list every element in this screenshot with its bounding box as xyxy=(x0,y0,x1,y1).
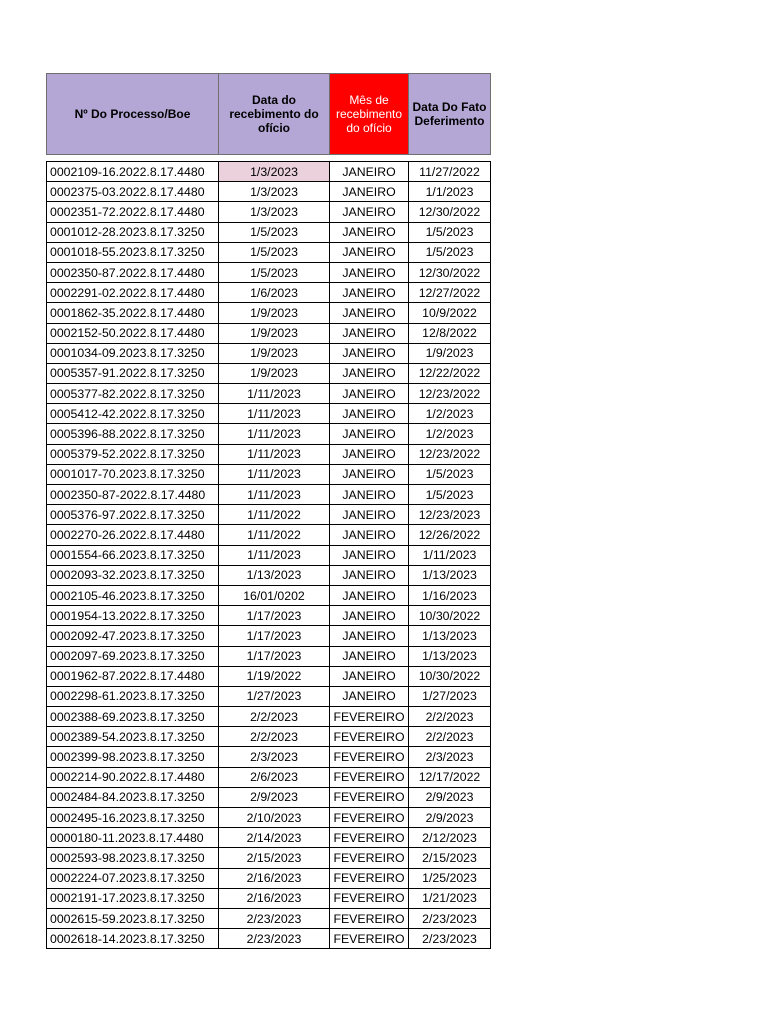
cell-data-recebimento[interactable]: 2/10/2023 xyxy=(219,808,330,828)
table-row xyxy=(47,908,491,928)
table-row xyxy=(47,787,491,807)
cell-processo[interactable]: 0001954-13.2022.8.17.3250 xyxy=(47,606,219,626)
table-row xyxy=(47,727,491,747)
cell-data-recebimento[interactable]: 2/23/2023 xyxy=(219,929,330,949)
processos-table xyxy=(46,73,491,949)
cell-processo[interactable]: 0002191-17.2023.8.17.3250 xyxy=(47,888,219,908)
cell-mes[interactable]: JANEIRO xyxy=(330,464,409,484)
cell-data-fato[interactable]: 1/5/2023 xyxy=(409,464,491,484)
table-row xyxy=(47,868,491,888)
spacer-row xyxy=(47,155,491,162)
table-row xyxy=(47,606,491,626)
cell-data-fato[interactable]: 2/12/2023 xyxy=(409,828,491,848)
table-row xyxy=(47,343,491,363)
cell-mes[interactable]: JANEIRO xyxy=(330,363,409,383)
table-row xyxy=(47,686,491,706)
cell-data-recebimento[interactable]: 1/17/2023 xyxy=(219,606,330,626)
cell-processo[interactable]: 0001018-55.2023.8.17.3250 xyxy=(47,242,219,262)
cell-data-fato[interactable]: 1/5/2023 xyxy=(409,222,491,242)
cell-mes[interactable]: FEVEREIRO xyxy=(330,727,409,747)
cell-processo[interactable]: 0002270-26.2022.8.17.4480 xyxy=(47,525,219,545)
cell-data-fato[interactable]: 2/9/2023 xyxy=(409,808,491,828)
cell-data-recebimento[interactable]: 1/11/2023 xyxy=(219,404,330,424)
cell-data-fato[interactable]: 1/1/2023 xyxy=(409,182,491,202)
cell-processo[interactable]: 0002351-72.2022.8.17.4480 xyxy=(47,202,219,222)
table-row xyxy=(47,929,491,949)
cell-data-recebimento[interactable]: 2/9/2023 xyxy=(219,787,330,807)
cell-processo[interactable]: 0001012-28.2023.8.17.3250 xyxy=(47,222,219,242)
cell-data-recebimento[interactable]: 1/11/2023 xyxy=(219,485,330,505)
cell-mes[interactable]: JANEIRO xyxy=(330,384,409,404)
cell-data-recebimento[interactable]: 1/27/2023 xyxy=(219,686,330,706)
table-row xyxy=(47,767,491,787)
cell-mes[interactable]: JANEIRO xyxy=(330,565,409,585)
cell-data-fato[interactable]: 1/27/2023 xyxy=(409,686,491,706)
header-data-recebimento[interactable]: Data do recebimento do ofício xyxy=(219,74,330,155)
cell-processo[interactable]: 0005377-82.2022.8.17.3250 xyxy=(47,384,219,404)
table-row xyxy=(47,545,491,565)
cell-data-recebimento[interactable]: 16/01/0202 xyxy=(219,585,330,605)
cell-mes[interactable]: JANEIRO xyxy=(330,303,409,323)
cell-data-recebimento[interactable]: 1/11/2023 xyxy=(219,444,330,464)
spreadsheet xyxy=(46,73,491,949)
table-row xyxy=(47,464,491,484)
table-row xyxy=(47,424,491,444)
cell-data-recebimento[interactable]: 1/9/2023 xyxy=(219,323,330,343)
cell-data-recebimento[interactable]: 2/6/2023 xyxy=(219,767,330,787)
cell-mes[interactable]: JANEIRO xyxy=(330,666,409,686)
cell-data-recebimento[interactable]: 1/9/2023 xyxy=(219,343,330,363)
cell-mes[interactable]: JANEIRO xyxy=(330,262,409,282)
header-data-fato[interactable]: Data Do Fato Deferimento xyxy=(409,74,491,155)
cell-processo[interactable]: 0005412-42.2022.8.17.3250 xyxy=(47,404,219,424)
cell-data-recebimento[interactable]: 2/23/2023 xyxy=(219,908,330,928)
cell-data-fato[interactable]: 1/5/2023 xyxy=(409,485,491,505)
table-row xyxy=(47,707,491,727)
table-row xyxy=(47,222,491,242)
cell-processo[interactable]: 0002109-16.2022.8.17.4480 xyxy=(47,162,219,182)
cell-data-fato[interactable]: 1/11/2023 xyxy=(409,545,491,565)
cell-data-recebimento[interactable]: 1/5/2023 xyxy=(219,242,330,262)
cell-mes[interactable]: JANEIRO xyxy=(330,162,409,182)
cell-mes[interactable]: JANEIRO xyxy=(330,626,409,646)
cell-mes[interactable]: JANEIRO xyxy=(330,646,409,666)
header-mes-recebimento[interactable]: Mês de recebimento do ofício xyxy=(330,74,409,155)
cell-data-fato[interactable]: 12/23/2022 xyxy=(409,444,491,464)
cell-data-recebimento[interactable]: 1/9/2023 xyxy=(219,303,330,323)
cell-data-fato[interactable]: 1/16/2023 xyxy=(409,585,491,605)
cell-mes[interactable]: JANEIRO xyxy=(330,202,409,222)
cell-data-recebimento[interactable]: 2/14/2023 xyxy=(219,828,330,848)
cell-processo[interactable]: 0001017-70.2023.8.17.3250 xyxy=(47,464,219,484)
cell-processo[interactable]: 0002495-16.2023.8.17.3250 xyxy=(47,808,219,828)
table-row xyxy=(47,182,491,202)
cell-data-recebimento[interactable]: 2/2/2023 xyxy=(219,707,330,727)
table-body xyxy=(47,155,491,949)
spacer-cell xyxy=(47,155,219,162)
spacer-cell xyxy=(409,155,491,162)
cell-data-fato[interactable]: 2/2/2023 xyxy=(409,727,491,747)
cell-data-fato[interactable]: 12/17/2022 xyxy=(409,767,491,787)
table-row xyxy=(47,626,491,646)
table-row xyxy=(47,384,491,404)
cell-processo[interactable]: 0002092-47.2023.8.17.3250 xyxy=(47,626,219,646)
cell-data-fato[interactable]: 2/23/2023 xyxy=(409,908,491,928)
cell-processo[interactable]: 0002388-69.2023.8.17.3250 xyxy=(47,707,219,727)
table-row xyxy=(47,303,491,323)
cell-processo[interactable]: 0002618-14.2023.8.17.3250 xyxy=(47,929,219,949)
cell-processo[interactable]: 0002224-07.2023.8.17.3250 xyxy=(47,868,219,888)
cell-processo[interactable]: 0005357-91.2022.8.17.3250 xyxy=(47,363,219,383)
cell-data-fato[interactable]: 11/27/2022 xyxy=(409,162,491,182)
cell-processo[interactable]: 0002389-54.2023.8.17.3250 xyxy=(47,727,219,747)
cell-data-recebimento[interactable]: 1/9/2023 xyxy=(219,363,330,383)
cell-data-fato[interactable]: 12/26/2022 xyxy=(409,525,491,545)
cell-processo[interactable]: 0000180-11.2023.8.17.4480 xyxy=(47,828,219,848)
cell-data-recebimento[interactable]: 1/17/2023 xyxy=(219,626,330,646)
table-row xyxy=(47,323,491,343)
cell-processo[interactable]: 0002214-90.2022.8.17.4480 xyxy=(47,767,219,787)
cell-data-fato[interactable]: 1/13/2023 xyxy=(409,626,491,646)
cell-mes[interactable]: JANEIRO xyxy=(330,283,409,303)
table-row xyxy=(47,404,491,424)
cell-data-fato[interactable]: 1/13/2023 xyxy=(409,565,491,585)
cell-data-recebimento[interactable]: 1/11/2023 xyxy=(219,545,330,565)
cell-processo[interactable]: 0002484-84.2023.8.17.3250 xyxy=(47,787,219,807)
table-row xyxy=(47,585,491,605)
cell-mes[interactable]: JANEIRO xyxy=(330,686,409,706)
cell-data-recebimento[interactable]: 2/3/2023 xyxy=(219,747,330,767)
cell-data-fato[interactable]: 10/9/2022 xyxy=(409,303,491,323)
cell-data-fato[interactable]: 10/30/2022 xyxy=(409,606,491,626)
cell-data-recebimento[interactable]: 2/16/2023 xyxy=(219,868,330,888)
cell-data-fato[interactable]: 12/23/2023 xyxy=(409,505,491,525)
cell-data-recebimento[interactable]: 1/11/2023 xyxy=(219,464,330,484)
cell-data-fato[interactable]: 2/23/2023 xyxy=(409,929,491,949)
cell-data-recebimento[interactable]: 1/11/2022 xyxy=(219,505,330,525)
cell-mes[interactable]: JANEIRO xyxy=(330,323,409,343)
table-row xyxy=(47,565,491,585)
cell-mes[interactable]: FEVEREIRO xyxy=(330,848,409,868)
cell-data-recebimento[interactable]: 1/3/2023 xyxy=(219,162,330,182)
table-row xyxy=(47,444,491,464)
cell-data-recebimento[interactable]: 1/3/2023 xyxy=(219,182,330,202)
table-row xyxy=(47,525,491,545)
cell-data-fato[interactable]: 1/9/2023 xyxy=(409,343,491,363)
cell-data-recebimento[interactable]: 1/5/2023 xyxy=(219,262,330,282)
cell-data-fato[interactable]: 1/2/2023 xyxy=(409,424,491,444)
cell-mes[interactable]: FEVEREIRO xyxy=(330,888,409,908)
cell-data-fato[interactable]: 2/3/2023 xyxy=(409,747,491,767)
cell-processo[interactable]: 0002291-02.2022.8.17.4480 xyxy=(47,283,219,303)
table-row xyxy=(47,808,491,828)
table-row xyxy=(47,262,491,282)
cell-data-recebimento[interactable]: 1/13/2023 xyxy=(219,565,330,585)
cell-mes[interactable]: JANEIRO xyxy=(330,343,409,363)
cell-data-fato[interactable]: 1/13/2023 xyxy=(409,646,491,666)
cell-processo[interactable]: 0002152-50.2022.8.17.4480 xyxy=(47,323,219,343)
cell-mes[interactable]: FEVEREIRO xyxy=(330,828,409,848)
cell-processo[interactable]: 0002350-87.2022.8.17.4480 xyxy=(47,262,219,282)
table-row xyxy=(47,747,491,767)
cell-data-fato[interactable]: 12/22/2022 xyxy=(409,363,491,383)
cell-processo[interactable]: 0002615-59.2023.8.17.3250 xyxy=(47,908,219,928)
cell-mes[interactable]: FEVEREIRO xyxy=(330,767,409,787)
table-row xyxy=(47,363,491,383)
cell-data-recebimento[interactable]: 1/17/2023 xyxy=(219,646,330,666)
cell-data-recebimento[interactable]: 1/11/2023 xyxy=(219,424,330,444)
cell-mes[interactable]: JANEIRO xyxy=(330,242,409,262)
header-row xyxy=(47,74,491,155)
cell-mes[interactable]: JANEIRO xyxy=(330,485,409,505)
cell-data-recebimento[interactable]: 1/19/2022 xyxy=(219,666,330,686)
cell-data-fato[interactable]: 12/30/2022 xyxy=(409,262,491,282)
cell-processo[interactable]: 0005379-52.2022.8.17.3250 xyxy=(47,444,219,464)
cell-processo[interactable]: 0002350-87-2022.8.17.4480 xyxy=(47,485,219,505)
cell-processo[interactable]: 0001034-09.2023.8.17.3250 xyxy=(47,343,219,363)
cell-data-fato[interactable]: 2/9/2023 xyxy=(409,787,491,807)
cell-processo[interactable]: 0002097-69.2023.8.17.3250 xyxy=(47,646,219,666)
cell-data-fato[interactable]: 12/30/2022 xyxy=(409,202,491,222)
cell-data-recebimento[interactable]: 1/5/2023 xyxy=(219,222,330,242)
cell-processo[interactable]: 0002375-03.2022.8.17.4480 xyxy=(47,182,219,202)
cell-data-fato[interactable]: 1/25/2023 xyxy=(409,868,491,888)
cell-processo[interactable]: 0002298-61.2023.8.17.3250 xyxy=(47,686,219,706)
table-row xyxy=(47,202,491,222)
cell-processo[interactable]: 0001554-66.2023.8.17.3250 xyxy=(47,545,219,565)
table-row xyxy=(47,162,491,182)
table-row xyxy=(47,485,491,505)
header-processo[interactable]: Nº Do Processo/Boe xyxy=(47,74,219,155)
cell-data-fato[interactable]: 10/30/2022 xyxy=(409,666,491,686)
table-row xyxy=(47,505,491,525)
cell-processo[interactable]: 0001962-87.2022.8.17.4480 xyxy=(47,666,219,686)
cell-data-recebimento[interactable]: 2/15/2023 xyxy=(219,848,330,868)
cell-data-fato[interactable]: 2/15/2023 xyxy=(409,848,491,868)
table-row xyxy=(47,242,491,262)
cell-data-fato[interactable]: 12/27/2022 xyxy=(409,283,491,303)
table-row xyxy=(47,828,491,848)
cell-data-fato[interactable]: 1/21/2023 xyxy=(409,888,491,908)
table-row xyxy=(47,283,491,303)
cell-processo[interactable]: 0005396-88.2022.8.17.3250 xyxy=(47,424,219,444)
cell-data-fato[interactable]: 2/2/2023 xyxy=(409,707,491,727)
spacer-cell xyxy=(219,155,330,162)
cell-mes[interactable]: JANEIRO xyxy=(330,222,409,242)
cell-processo[interactable]: 0002093-32.2023.8.17.3250 xyxy=(47,565,219,585)
cell-data-fato[interactable]: 1/5/2023 xyxy=(409,242,491,262)
spacer-cell xyxy=(330,155,409,162)
cell-mes[interactable]: FEVEREIRO xyxy=(330,929,409,949)
cell-data-fato[interactable]: 12/23/2022 xyxy=(409,384,491,404)
cell-data-recebimento[interactable]: 2/16/2023 xyxy=(219,888,330,908)
cell-mes[interactable]: FEVEREIRO xyxy=(330,868,409,888)
cell-mes[interactable]: JANEIRO xyxy=(330,444,409,464)
cell-mes[interactable]: FEVEREIRO xyxy=(330,908,409,928)
cell-mes[interactable]: JANEIRO xyxy=(330,505,409,525)
table-row xyxy=(47,666,491,686)
cell-mes[interactable]: FEVEREIRO xyxy=(330,707,409,727)
cell-data-recebimento[interactable]: 1/11/2023 xyxy=(219,384,330,404)
cell-processo[interactable]: 0005376-97.2022.8.17.3250 xyxy=(47,505,219,525)
cell-data-recebimento[interactable]: 1/3/2023 xyxy=(219,202,330,222)
cell-processo[interactable]: 0002399-98.2023.8.17.3250 xyxy=(47,747,219,767)
table-row xyxy=(47,646,491,666)
cell-mes[interactable]: JANEIRO xyxy=(330,404,409,424)
cell-mes[interactable]: JANEIRO xyxy=(330,545,409,565)
table-row xyxy=(47,848,491,868)
cell-data-recebimento[interactable]: 2/2/2023 xyxy=(219,727,330,747)
cell-data-fato[interactable]: 1/2/2023 xyxy=(409,404,491,424)
cell-data-recebimento[interactable]: 1/6/2023 xyxy=(219,283,330,303)
table-row xyxy=(47,888,491,908)
cell-mes[interactable]: FEVEREIRO xyxy=(330,787,409,807)
cell-data-recebimento[interactable]: 1/11/2022 xyxy=(219,525,330,545)
cell-mes[interactable]: FEVEREIRO xyxy=(330,808,409,828)
cell-mes[interactable]: JANEIRO xyxy=(330,606,409,626)
cell-mes[interactable]: JANEIRO xyxy=(330,424,409,444)
cell-processo[interactable]: 0001862-35.2022.8.17.4480 xyxy=(47,303,219,323)
cell-data-fato[interactable]: 12/8/2022 xyxy=(409,323,491,343)
cell-mes[interactable]: JANEIRO xyxy=(330,182,409,202)
cell-processo[interactable]: 0002593-98.2023.8.17.3250 xyxy=(47,848,219,868)
cell-mes[interactable]: JANEIRO xyxy=(330,585,409,605)
cell-processo[interactable]: 0002105-46.2023.8.17.3250 xyxy=(47,585,219,605)
cell-mes[interactable]: FEVEREIRO xyxy=(330,747,409,767)
cell-mes[interactable]: JANEIRO xyxy=(330,525,409,545)
